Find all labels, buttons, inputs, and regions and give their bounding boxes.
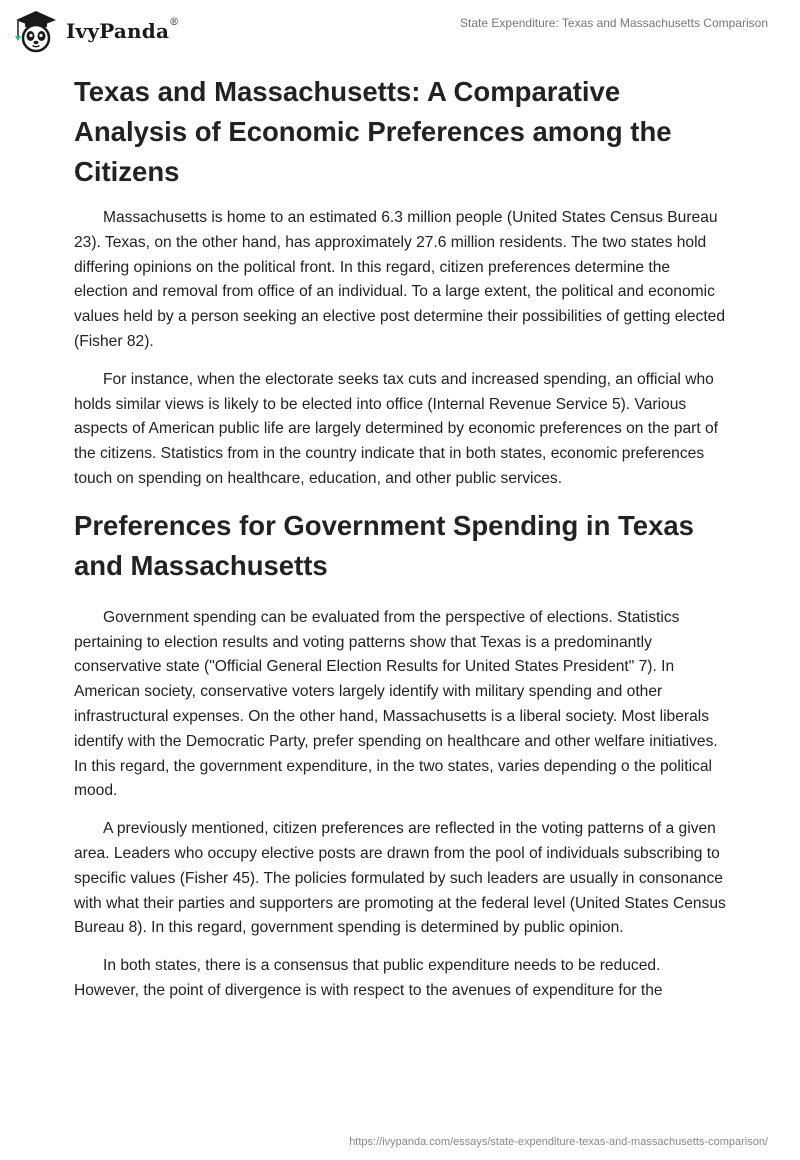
section-heading: Preferences for Government Spending in Texas and Massachusetts [74,509,694,581]
paragraph: For instance, when the electorate seeks tax cuts and increased spending, an official who holds similar views is likely to be elected into office (Internal Revenue Service 5). Various aspects of American public life are largely determined by economic preferences on the part of the citizens. Statistics from in the country indicate that in both states, economic preferences touch on spending on healthcare, education, and other public services. [74,370,719,487]
ivypanda-logo[interactable] [12,9,179,53]
article-body [74,72,728,1017]
paragraph: Massachusetts is home to an estimated 6.3 million people (United States Census Bureau 23). Texas, on the other hand, has approximately 27.6 million residents. The two states hold differing opinions on the political front. In this regard, citizen preferences determine the election and removal from office of an individual. To a large extent, the political and economic values held by a person seeking an elective post determine their possibilities of getting elected (Fisher 82). [74,209,725,350]
brand-name: IvyPanda® [66,17,180,43]
paragraph: In both states, there is a consensus that public expenditure needs to be reduced. However, the point of divergence is with respect to the avenues of expenditure for the [74,957,663,999]
paragraph: A previously mentioned, citizen preferences are reflected in the voting patterns of a given area. Leaders who occupy elective posts are drawn from the pool of individuals subscribing to specific values (Fisher 45). The policies formulated by such leaders are usually in consonance with what their parties and supporters are promoting at the federal level (United States Census Bureau 8). In this regard, government spending is determined by public opinion. [74,820,726,937]
document-title: State Expenditure: Texas and Massachusetts Comparison [460,16,768,30]
source-url-link[interactable]: https://ivypanda.com/essays/state-expenditure-texas-and-massachusetts-comparison/ [349,1136,768,1148]
page-header [0,0,800,60]
paragraph: Government spending can be evaluated from the perspective of elections. Statistics pertaining to election results and voting patterns show that Texas is a predominantly conservative state ("Official General Election Results for United States President" 7). In American society, conservative voters largely identify with military spending and other infrastructural expenses. On the other hand, Massachusetts is a liberal society. Most liberals identify with the Democratic Party, prefer spending on healthcare and other welfare initiatives. In this regard, the government expenditure, in the two states, varies depending o the political mood. [74,608,718,800]
panda-graduation-cap-icon [12,9,60,53]
page-title: Texas and Massachusetts: A Comparative Analysis of Economic Preferences among the Citizens [74,76,672,187]
